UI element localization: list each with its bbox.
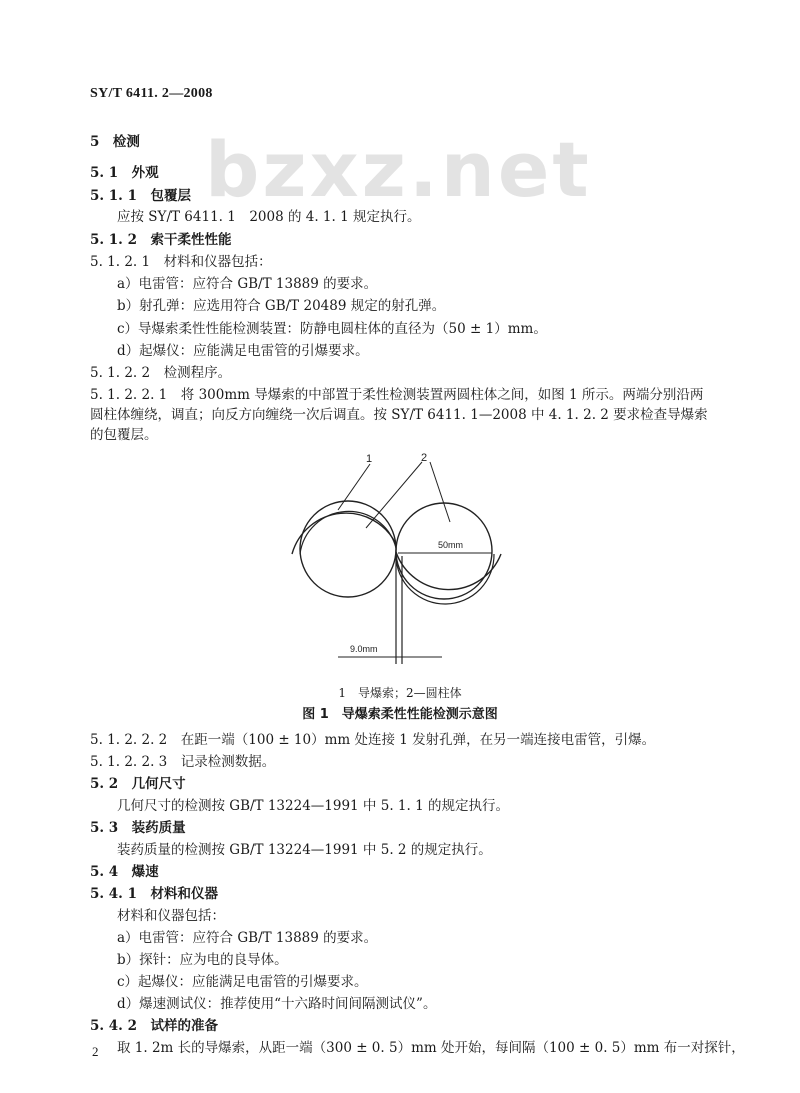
gap-label: 9.0mm <box>350 644 378 654</box>
watermark-text: bzxz.net <box>205 125 592 214</box>
page-number: 2 <box>92 1044 99 1059</box>
flexibility-test-diagram <box>270 452 540 677</box>
paragraph: 材料和仪器包括： <box>117 908 225 924</box>
right-cylinder <box>396 503 492 599</box>
list-item: a）电雷管：应符合 GB/T 13889 的要求。 <box>117 276 378 292</box>
list-item: a）电雷管：应符合 GB/T 13889 的要求。 <box>117 930 378 946</box>
paragraph: 装药质量的检测按 GB/T 13224—1991 中 5. 2 的规定执行。 <box>117 842 492 858</box>
standard-code: SY/T 6411. 2—2008 <box>90 86 213 101</box>
figure-caption: 图 1 导爆索柔性性能检测示意图 <box>302 707 498 722</box>
section-5-1-1-heading: 5. 1. 1 包覆层 <box>90 188 191 204</box>
section-5-1-2-2-1-paragraph: 5. 1. 2. 2. 1 将 300mm 导爆索的中部置于柔性检测装置两圆柱体之间，如图 1 所示。两端分别沿两圆柱体缠绕，调直；向反方向缠绕一次后调直。按 SY/T 6411. 1—2008 中 4. 1. 2. 2 要求检查导爆索的包覆层。 <box>90 387 708 443</box>
section-5-1-2-2-3: 5. 1. 2. 2. 3 记录检测数据。 <box>90 754 276 770</box>
list-item: c）导爆索柔性性能检测装置：防静电圆柱体的直径为（50 ± 1）mm。 <box>117 321 547 337</box>
label-2: 2 <box>421 452 428 464</box>
cord-left-wrap-inner <box>300 511 396 554</box>
section-5-4-heading: 5. 4 爆速 <box>90 864 159 880</box>
section-5-1-2-1: 5. 1. 2. 1 材料和仪器包括： <box>90 254 272 270</box>
list-item: d）起爆仪：应能满足电雷管的引爆要求。 <box>117 343 369 359</box>
paragraph: 取 1. 2m 长的导爆索，从距一端（300 ± 0. 5）mm 处开始，每间隔（100 ± 0. 5）mm 布一对探针， <box>117 1040 745 1056</box>
list-item: c）起爆仪：应能满足电雷管的引爆要求。 <box>117 974 368 990</box>
section-5-1-2-2-2: 5. 1. 2. 2. 2 在距一端（100 ± 10）mm 处连接 1 发射孔弹，在另一端连接电雷管，引爆。 <box>90 732 656 748</box>
paragraph: 应按 SY/T 6411. 1 2008 的 4. 1. 1 规定执行。 <box>117 209 421 225</box>
list-item: b）探针：应为电的良导体。 <box>117 952 288 968</box>
section-5-4-2-heading: 5. 4. 2 试样的准备 <box>90 1018 218 1034</box>
figure-legend: 1 导爆索；2—圆柱体 <box>338 686 462 700</box>
section-5-1-2-2: 5. 1. 2. 2 检测程序。 <box>90 365 232 381</box>
leader-1 <box>338 464 370 510</box>
leader-2b <box>430 462 450 522</box>
label-1: 1 <box>366 453 373 465</box>
cord-right-wrap-inner <box>396 554 494 604</box>
section-5-1-2-heading: 5. 1. 2 索干柔性性能 <box>90 232 232 248</box>
section-5-2-heading: 5. 2 几何尺寸 <box>90 776 186 792</box>
section-5-heading: 5 检测 <box>90 134 140 150</box>
list-item: d）爆速测试仪：推荐使用“十六路时间间隔测试仪”。 <box>117 996 437 1012</box>
diameter-label: 50mm <box>438 540 464 550</box>
section-5-4-1-heading: 5. 4. 1 材料和仪器 <box>90 886 218 902</box>
left-cylinder <box>300 501 396 597</box>
section-5-3-heading: 5. 3 装药质量 <box>90 820 186 836</box>
leader-2a <box>366 462 422 528</box>
list-item: b）射孔弹：应选用符合 GB/T 20489 规定的射孔弹。 <box>117 298 446 314</box>
section-5-1-heading: 5. 1 外观 <box>90 165 159 181</box>
paragraph: 几何尺寸的检测按 GB/T 13224—1991 中 5. 1. 1 的规定执行。 <box>117 798 509 814</box>
